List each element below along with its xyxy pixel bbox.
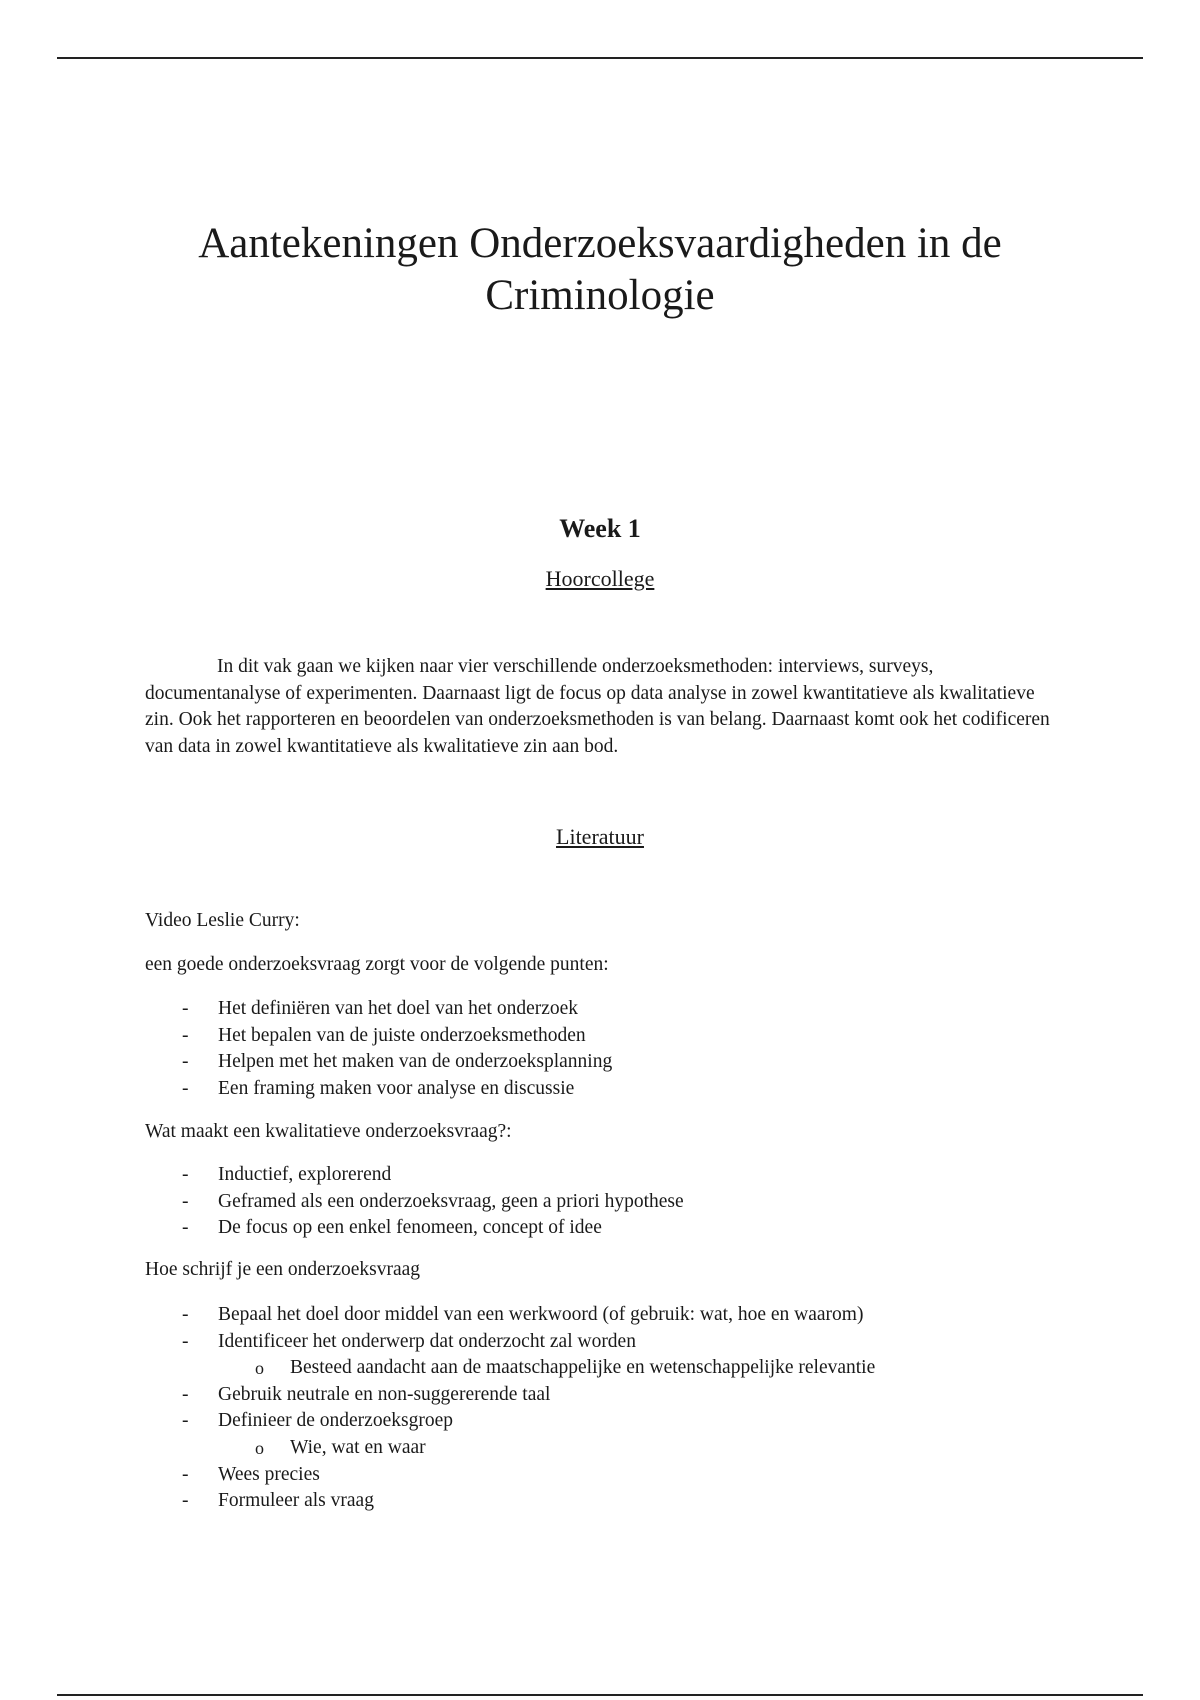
section2-intro: Wat maakt een kwalitatieve onderzoeksvraag?: xyxy=(145,1121,512,1142)
list-item: - De focus op een enkel fenomeen, concept of idee xyxy=(182,1217,602,1239)
video-line: Video Leslie Curry: xyxy=(145,910,300,931)
intro-paragraph: In dit vak gaan we kijken naar vier verschillende onderzoeksmethoden: interviews, surveys, documentanalyse of experimenten. Daarnaast ligt de focus op data analyse in zowel kwantitatieve als kwalitatieve zin. Ook het rapporteren en beoordelen van onderzoeksmethoden is van belang. Daarnaast komt ook het codificeren van data in zowel kwantitatieve als kwalitatieve zin aan bod. xyxy=(145,656,1050,757)
list-item: - Definieer de onderzoeksgroep xyxy=(182,1410,453,1432)
section1-intro: een goede onderzoeksvraag zorgt voor de volgende punten: xyxy=(145,954,609,975)
list-item: - Helpen met het maken van de onderzoeksplanning xyxy=(182,1051,613,1073)
list-item: - Inductief, explorerend xyxy=(182,1164,392,1185)
section2-list xyxy=(145,1162,684,1242)
list-item: - Het bepalen van de juiste onderzoeksmethoden xyxy=(182,1024,586,1046)
list-item: - Formuleer als vraag xyxy=(182,1490,374,1512)
list-item: - Het definiëren van het doel van het onderzoek xyxy=(182,998,579,1019)
section3-list xyxy=(145,1302,875,1515)
week-heading: Week 1 xyxy=(559,514,641,543)
sub-list-item: o Besteed aandacht aan de maatschappelijke en wetenschappelijke relevantie xyxy=(255,1357,876,1379)
document-title: Aantekeningen Onderzoeksvaardigheden in de Criminologie xyxy=(198,220,1002,319)
literature-heading: Literatuur xyxy=(556,824,644,849)
list-item: - Geframed als een onderzoeksvraag, geen a priori hypothese xyxy=(182,1190,684,1212)
bottom-rule xyxy=(57,1694,1143,1696)
list-item: - Gebruik neutrale en non-suggererende taal xyxy=(182,1383,551,1405)
list-item: - Wees precies xyxy=(182,1463,320,1485)
list-item: - Bepaal het doel door middel van een werkwoord (of gebruik: wat, hoe en waarom) xyxy=(182,1304,864,1325)
list-item: - Een framing maken voor analyse en discussie xyxy=(182,1077,575,1099)
top-rule xyxy=(57,57,1143,59)
list-item: - Identificeer het onderwerp dat onderzocht zal worden xyxy=(182,1330,636,1352)
sub-list-item: o Wie, wat en waar xyxy=(255,1436,426,1458)
lecture-heading: Hoorcollege xyxy=(545,566,655,591)
section3-intro: Hoe schrijf je een onderzoeksvraag xyxy=(145,1259,421,1280)
section1-list xyxy=(145,996,612,1102)
